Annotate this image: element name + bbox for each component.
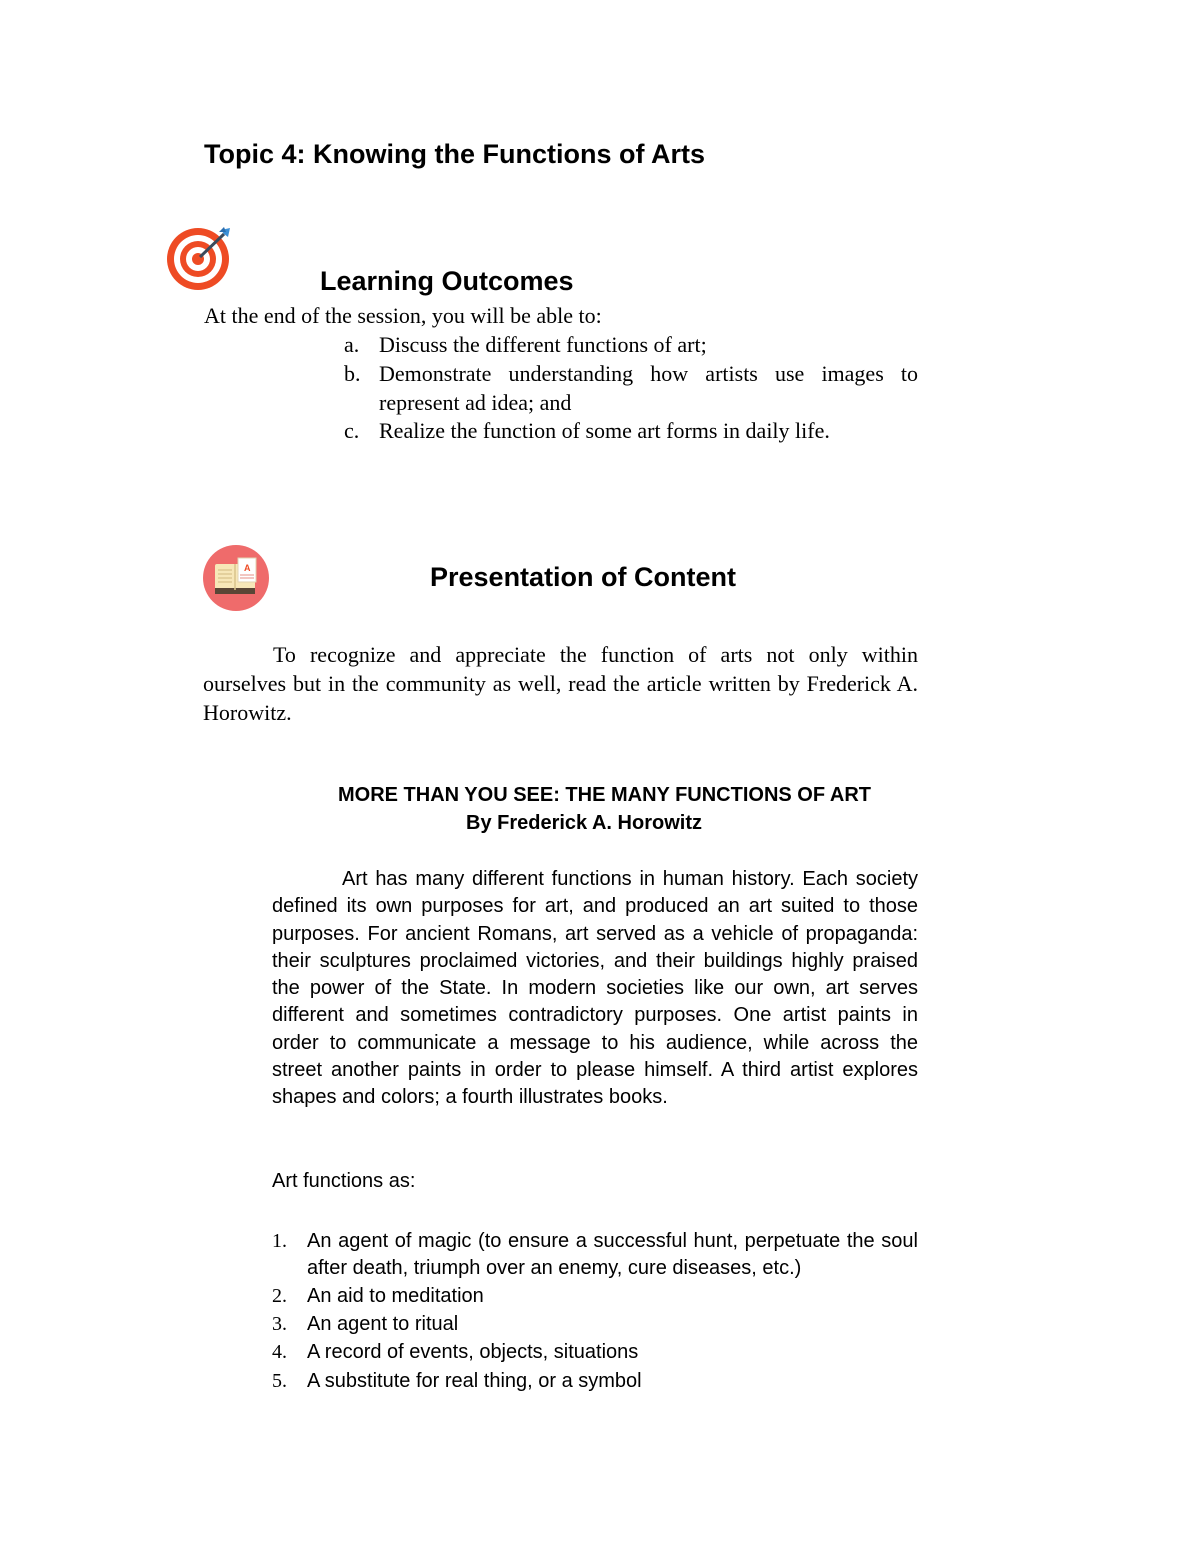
list-marker: b. [344,361,361,386]
svg-text:A: A [244,563,251,573]
learning-outcome-item [344,416,918,445]
presentation-heading: Presentation of Content [430,562,737,592]
list-item-text: Realize the function of some art forms in daily life. [379,418,830,443]
learning-outcomes-heading: Learning Outcomes [320,266,574,296]
list-number: 4. [272,1341,287,1363]
learning-outcomes-intro: At the end of the session, you will be able to: [204,303,602,328]
function-list-item [272,1283,918,1310]
list-item-text: Discuss the different functions of art; [379,332,707,357]
list-item-text: Demonstrate understanding how artists use images to represent ad idea; and [379,361,918,415]
list-marker: c. [344,418,360,443]
function-list-item [272,1368,918,1395]
function-list-item [272,1311,918,1338]
article-byline: By Frederick A. Horowitz [466,812,702,834]
learning-outcome-item [344,330,918,359]
article-paragraph [272,866,918,1112]
list-item-text: A substitute for real thing, or a symbol [307,1370,642,1392]
target-icon [164,226,234,292]
learning-outcome-item [344,359,918,417]
article-paragraph-text: Art has many different functions in human history. Each society defined its own purposes for art, and produced an art suited to those purposes. For ancient Romans, art served as a vehicle of propaganda: their sculptures proclaimed victories, and their buildings highly praised the power of the State. In modern societies like our own, art serves different and sometimes contradictory purposes. One artist paints in order to communicate a message to his audience, while across the street another paints in order to please himself. A third artist explores shapes and colors; a fourth illustrates books. [272,868,918,1109]
list-number: 1. [272,1230,287,1252]
functions-intro: Art functions as: [272,1170,416,1192]
list-item-text: A record of events, objects, situations [307,1341,639,1363]
function-list-item [272,1228,918,1283]
intro-paragraph [203,640,918,727]
list-number: 3. [272,1313,287,1335]
list-item-text: An agent of magic (to ensure a successful hunt, perpetuate the soul after death, triumph over an enemy, cure diseases, etc.) [307,1230,918,1280]
list-number: 2. [272,1285,287,1307]
list-item-text: An aid to meditation [307,1285,484,1307]
list-marker: a. [344,332,360,357]
function-list-item [272,1339,918,1366]
intro-paragraph-text: To recognize and appreciate the function of arts not only within ourselves but in the community as well, read the article written by Frederick A. Horowitz. [203,642,918,725]
list-number: 5. [272,1370,287,1392]
page-title: Topic 4: Knowing the Functions of Arts [204,139,705,169]
book-icon [202,544,270,612]
article-title: MORE THAN YOU SEE: THE MANY FUNCTIONS OF ART [338,784,871,806]
list-item-text: An agent to ritual [307,1313,459,1335]
